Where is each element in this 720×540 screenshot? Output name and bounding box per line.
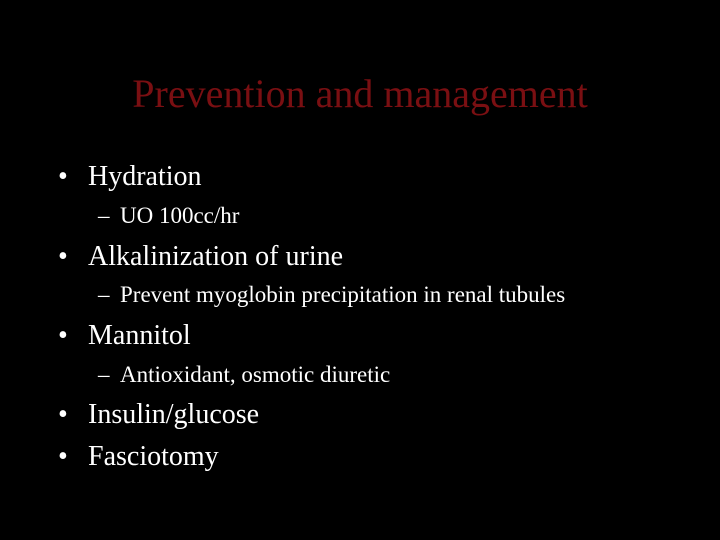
bullet-icon: • (58, 161, 68, 192)
bullet-text: Hydration (88, 161, 202, 192)
bullet-icon: • (58, 241, 68, 272)
bullet-text: Insulin/glucose (88, 399, 260, 430)
sub-item-uo (98, 202, 239, 230)
sub-text: Prevent myoglobin precipitation in renal tubules (120, 282, 566, 307)
bullet-text: Mannitol (88, 320, 191, 351)
bullet-item-alkalinization (58, 240, 343, 274)
sub-text: Antioxidant, osmotic diuretic (120, 362, 391, 387)
bullet-item-fasciotomy (58, 440, 219, 474)
dash-icon: – (98, 362, 110, 387)
bullet-text: Fasciotomy (88, 441, 219, 472)
sub-item-myoglobin (98, 281, 565, 309)
dash-icon: – (98, 282, 110, 307)
bullet-item-mannitol (58, 319, 191, 353)
bullet-icon: • (58, 441, 68, 472)
bullet-item-hydration (58, 160, 202, 194)
bullet-icon: • (58, 320, 68, 351)
bullet-item-insulin (58, 398, 259, 432)
bullet-icon: • (58, 399, 68, 430)
bullet-text: Alkalinization of urine (88, 241, 344, 272)
sub-text: UO 100cc/hr (120, 203, 240, 228)
sub-item-antioxidant (98, 361, 390, 389)
dash-icon: – (98, 203, 110, 228)
slide-title: Prevention and management (132, 71, 588, 116)
